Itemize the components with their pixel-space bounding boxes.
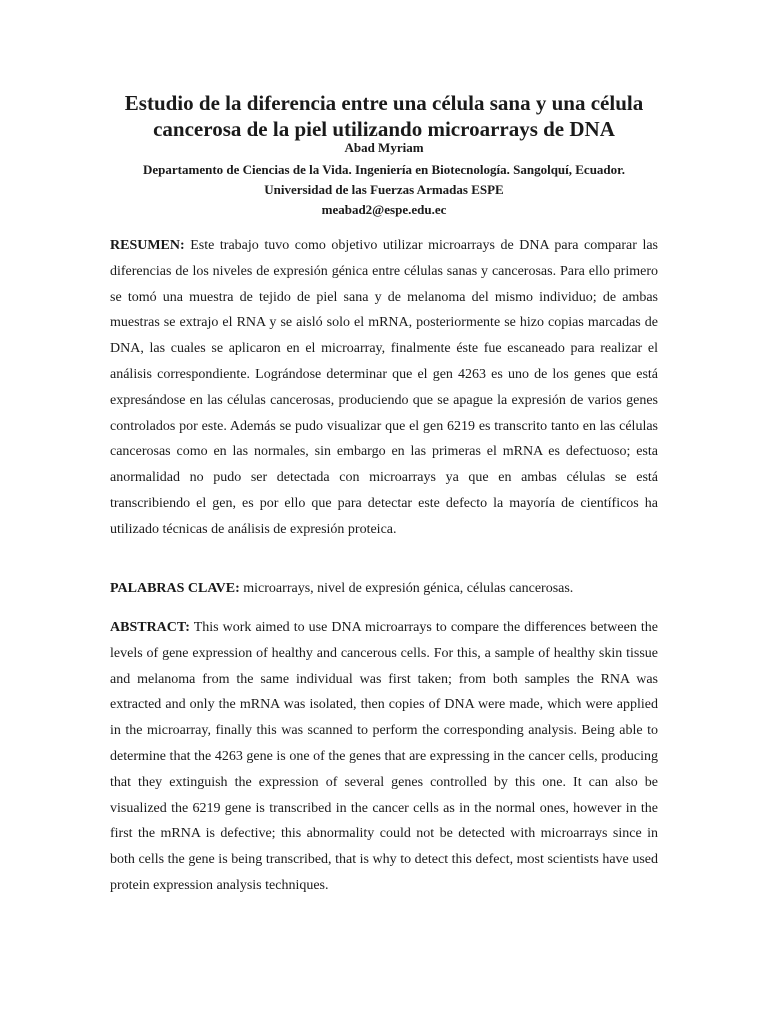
author-email: meabad2@espe.edu.ec: [321, 202, 447, 217]
abstract-label: ABSTRACT:: [110, 620, 190, 635]
resumen-label: RESUMEN:: [110, 238, 185, 253]
department-affiliation: Departamento de Ciencias de la Vida. Ingeniería en Biotecnología. Sangolquí, Ecuador.: [143, 162, 625, 177]
resumen-paragraph: [110, 233, 658, 543]
university-affiliation: Universidad de las Fuerzas Armadas ESPE: [264, 182, 504, 197]
abstract-paragraph: [110, 615, 658, 899]
paper-title: Estudio de la diferencia entre una célula sana y una célula cancerosa de la piel utilizando microarrays de DNA: [124, 91, 644, 141]
resumen-text: Este trabajo tuvo como objetivo utilizar microarrays de DNA para comparar las diferencias de los niveles de expresión génica entre células sanas y cancerosas. Para ello primero se tomó una muestra de tejido de piel sana y de melanoma del mismo individuo; de ambas muestras se extrajo el RNA y se aisló solo el mRNA, posteriormente se hizo copias marcadas de DNA, las cuales se aplicaron en el microarray, finalmente éste fue escaneado para realizar el análisis correspondiente. Lográndose determinar que el gen 4263 es uno de los genes que está expresándose en las células cancerosas, produciendo que se apague la expresión de varios genes controlados por este. Además se pudo visualizar que el gen 6219 es transcrito tanto en las células cancerosas como en las normales, sin embargo en las primeras el mRNA es defectuoso; esta anormalidad no pudo ser detectada con microarrays ya que en ambas células se está transcribiendo el gen, es por ello que para detectar este defecto la mayoría de científicos ha utilizado técnicas de análisis de expresión proteica.: [110, 238, 659, 537]
abstract-text: This work aimed to use DNA microarrays to compare the differences between the levels of gene expression of healthy and cancerous cells. For this, a sample of healthy skin tissue and melanoma from the same individual was first taken; from both samples the RNA was extracted and only the mRNA was isolated, then copies of DNA were made, which were applied in the microarray, finally this was scanned to perform the corresponding analysis. Being able to determine that the 4263 gene is one of the genes that are expressing in the cancer cells, producing that they extinguish the expression of several genes controlled by this one. It can also be visualized the 6219 gene is transcribed in the cancer cells as in the normal ones, however in the first the mRNA is defective; this abnormality could not be detected with microarrays since in both cells the gene is being transcribed, that is why to detect this defect, most scientists have used protein expression analysis techniques.: [110, 620, 659, 893]
author-name: Abad Myriam: [344, 140, 424, 155]
keywords-label: PALABRAS CLAVE:: [110, 581, 240, 596]
keywords-paragraph: [110, 576, 658, 602]
keywords-text: microarrays, nivel de expresión génica, células cancerosas.: [243, 581, 574, 596]
